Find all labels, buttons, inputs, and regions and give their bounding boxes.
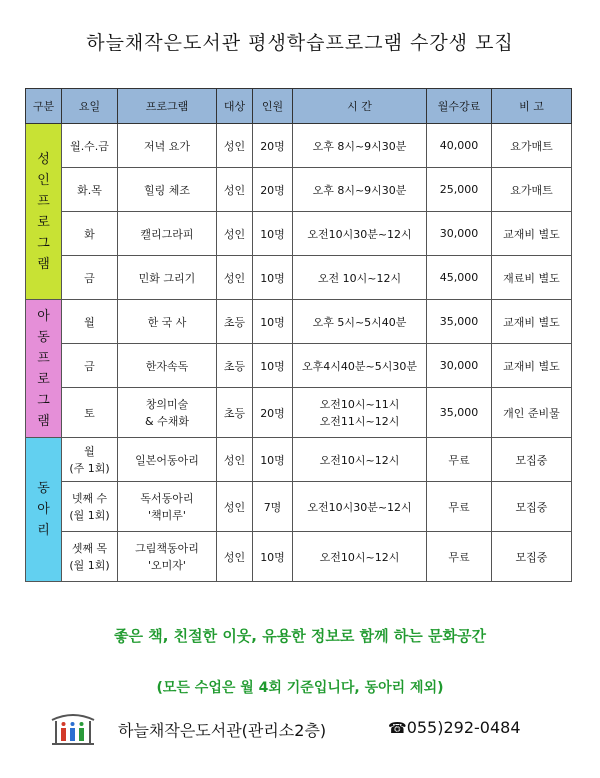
cell-day: 화.목 <box>62 168 118 212</box>
cell-day: 금 <box>62 256 118 300</box>
cell-count: 10명 <box>253 212 293 256</box>
cell-time: 오전10시30분~12시 <box>293 482 427 532</box>
cell-day: 넷째 수 (월 1회) <box>62 482 118 532</box>
cell-fee: 30,000 <box>427 212 492 256</box>
table-row <box>26 124 572 168</box>
cell-program: 일본어동아리 <box>118 438 217 482</box>
cell-note: 개인 준비물 <box>492 388 572 438</box>
cell-time: 오후 8시~9시30분 <box>293 124 427 168</box>
schedule-table <box>25 88 572 582</box>
header-note: 비 고 <box>492 89 572 124</box>
header-target: 대상 <box>217 89 253 124</box>
cell-time: 오전10시30분~12시 <box>293 212 427 256</box>
footer-library-name: 하늘채작은도서관(관리소2층) <box>118 721 327 740</box>
cell-day: 토 <box>62 388 118 438</box>
cell-day: 월 <box>62 300 118 344</box>
cell-day: 화 <box>62 212 118 256</box>
table-row <box>26 300 572 344</box>
cell-program: 한 국 사 <box>118 300 217 344</box>
cell-program: 그림책동아리 '오미자' <box>118 532 217 582</box>
cell-program: 독서동아리 '책미루' <box>118 482 217 532</box>
cell-target: 성인 <box>217 438 253 482</box>
cell-note: 모집중 <box>492 482 572 532</box>
table-row <box>26 344 572 388</box>
cell-day: 월 (주 1회) <box>62 438 118 482</box>
table-header-row <box>26 89 572 124</box>
footer <box>48 708 568 748</box>
cell-count: 10명 <box>253 344 293 388</box>
cell-time: 오후 5시~5시40분 <box>293 300 427 344</box>
cell-note: 재료비 별도 <box>492 256 572 300</box>
cell-day: 월.수.금 <box>62 124 118 168</box>
cell-fee: 무료 <box>427 438 492 482</box>
cell-fee: 30,000 <box>427 344 492 388</box>
cell-day: 금 <box>62 344 118 388</box>
cell-fee: 25,000 <box>427 168 492 212</box>
cell-time: 오전10시~11시 오전11시~12시 <box>293 388 427 438</box>
category-adult-program: 성 인 프 로 그 램 <box>26 124 62 300</box>
slogan-text: 좋은 책, 친절한 이웃, 유용한 정보로 함께 하는 문화공간 <box>114 627 486 645</box>
cell-note: 요가매트 <box>492 168 572 212</box>
page-title: 하늘채작은도서관 평생학습프로그램 수강생 모집 <box>86 32 514 54</box>
cell-target: 성인 <box>217 212 253 256</box>
cell-count: 20명 <box>253 168 293 212</box>
cell-target: 성인 <box>217 124 253 168</box>
cell-count: 10명 <box>253 532 293 582</box>
cell-count: 10명 <box>253 256 293 300</box>
header-time: 시 간 <box>293 89 427 124</box>
cell-note: 모집중 <box>492 438 572 482</box>
cell-target: 성인 <box>217 482 253 532</box>
cell-count: 20명 <box>253 124 293 168</box>
cell-fee: 40,000 <box>427 124 492 168</box>
cell-note: 교재비 별도 <box>492 212 572 256</box>
table-row <box>26 482 572 532</box>
cell-fee: 35,000 <box>427 300 492 344</box>
cell-target: 성인 <box>217 532 253 582</box>
cell-note: 모집중 <box>492 532 572 582</box>
category-club: 동 아 리 <box>26 438 62 582</box>
header-count: 인원 <box>253 89 293 124</box>
header-fee: 월수강료 <box>427 89 492 124</box>
table-row <box>26 212 572 256</box>
cell-program: 힐링 체조 <box>118 168 217 212</box>
cell-target: 초등 <box>217 344 253 388</box>
phone-icon: ☎ <box>388 719 407 737</box>
cell-target: 성인 <box>217 168 253 212</box>
cell-program: 캘리그라피 <box>118 212 217 256</box>
table-row <box>26 532 572 582</box>
header-program: 프로그램 <box>118 89 217 124</box>
table-row <box>26 256 572 300</box>
category-child-program: 아 동 프 로 그 램 <box>26 300 62 438</box>
cell-time: 오후 8시~9시30분 <box>293 168 427 212</box>
cell-program: 저녁 요가 <box>118 124 217 168</box>
cell-day: 셋째 목 (월 1회) <box>62 532 118 582</box>
cell-time: 오전10시~12시 <box>293 532 427 582</box>
cell-fee: 35,000 <box>427 388 492 438</box>
cell-count: 7명 <box>253 482 293 532</box>
header-day: 요일 <box>62 89 118 124</box>
table-row <box>26 168 572 212</box>
footer-phone <box>388 718 521 737</box>
cell-note: 교재비 별도 <box>492 300 572 344</box>
notice-text: (모든 수업은 월 4회 기준입니다, 동아리 제외) <box>156 680 444 696</box>
table-row <box>26 388 572 438</box>
cell-target: 초등 <box>217 300 253 344</box>
cell-fee: 무료 <box>427 482 492 532</box>
cell-note: 교재비 별도 <box>492 344 572 388</box>
cell-program: 한자속독 <box>118 344 217 388</box>
cell-time: 오전 10시~12시 <box>293 256 427 300</box>
header-category: 구분 <box>26 89 62 124</box>
cell-fee: 45,000 <box>427 256 492 300</box>
phone-number: 055)292-0484 <box>406 718 521 737</box>
cell-program: 민화 그리기 <box>118 256 217 300</box>
library-logo-icon <box>48 710 98 748</box>
cell-count: 20명 <box>253 388 293 438</box>
cell-count: 10명 <box>253 438 293 482</box>
cell-count: 10명 <box>253 300 293 344</box>
cell-program: 창의미술 & 수채화 <box>118 388 217 438</box>
cell-note: 요가매트 <box>492 124 572 168</box>
cell-time: 오전10시~12시 <box>293 438 427 482</box>
table-row <box>26 438 572 482</box>
cell-time: 오후4시40분~5시30분 <box>293 344 427 388</box>
cell-target: 성인 <box>217 256 253 300</box>
cell-target: 초등 <box>217 388 253 438</box>
cell-fee: 무료 <box>427 532 492 582</box>
